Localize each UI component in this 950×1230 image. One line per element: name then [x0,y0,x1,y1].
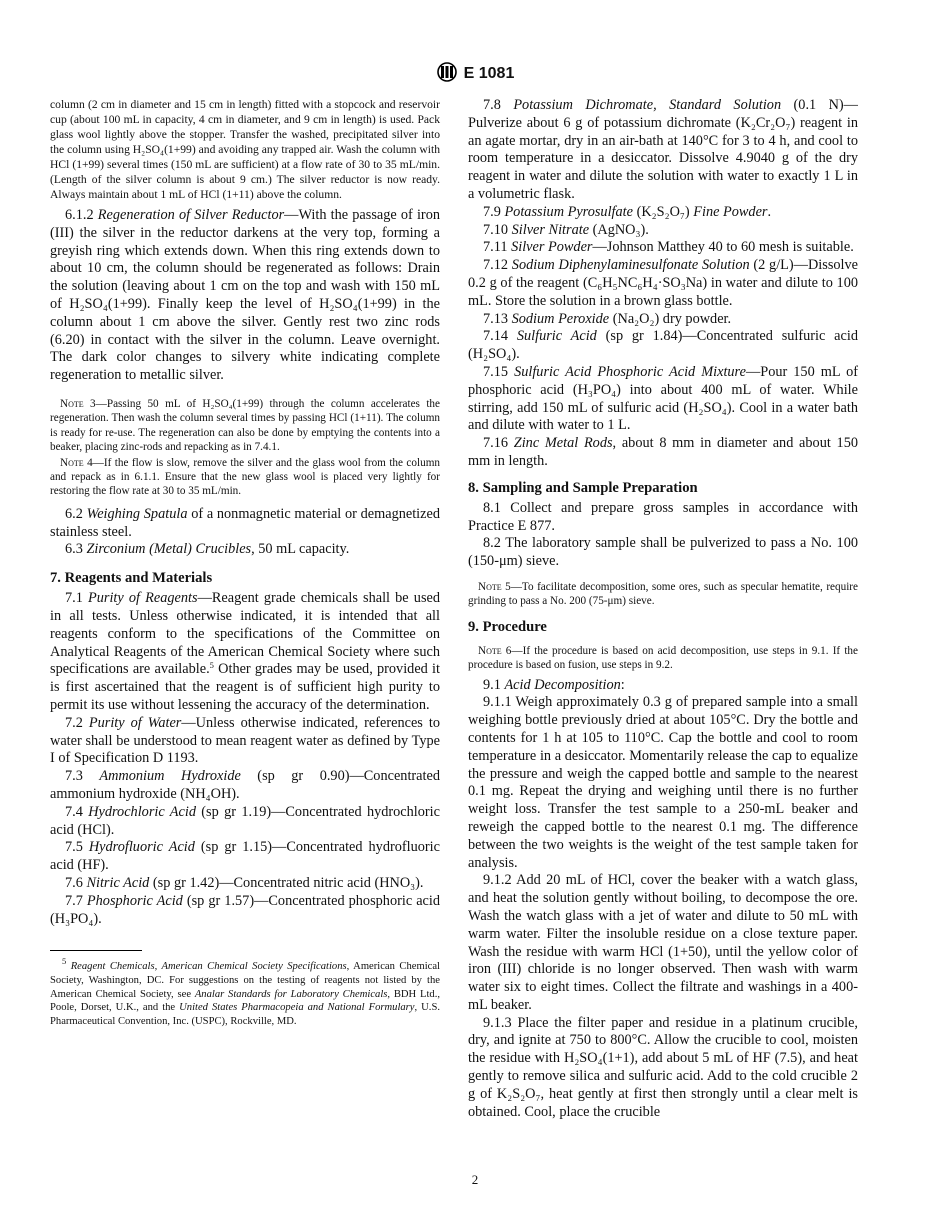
section-7-10: 7.10 Silver Nitrate (AgNO₃). [483,221,649,238]
section-9-1-1: 9.1.1 Weigh approximately 0.3 g of prepared sample into a small weighing bottle previously dried at about 105°C. Dry the bottle and contents for 1 h at 105 to 110°C. Cap the bottle and cool to room temperature in a desiccator. Momentarily release the cap to equalize the pressure and weigh the capped bottle and sample to the nearest 0.1 mg. Repeat the drying and weighing until there is no further weight loss. Transfer the test sample to a 250-mL beaker and reweigh the capped bottle to the nearest 0.1 mg. The difference between the two weights is the weight of the test sample taken for analysis. [468,694,858,871]
section-8-2: 8.2 The laboratory sample shall be pulverized to pass a No. 100 (150-μm) sieve. [468,535,858,570]
section-8-1: 8.1 Collect and prepare gross samples in accordance with Practice E 877. [468,499,858,534]
section-9-1-2: 9.1.2 Add 20 mL of HCl, cover the beaker with a watch glass, and heat the solution gently without boiling, to decompose the ore. Wash the watch glass with a jet of water and dilute to 50 mL with warm water. Filter the insoluble residue on a close texture paper. Wash the residue with warm HCl (1+50), until the yellow color of iron (III) chloride is no longer observed. Then wash with warm water six to eight times. Collect the filtrate and washings in a 400-mL beaker. [468,872,858,1013]
section-7-11: 7.11 Silver Powder—Johnson Matthey 40 to 60 mesh is suitable. [483,239,854,256]
section-7-6: 7.6 Nitric Acid (sp gr 1.42)—Concentrated nitric acid (HNO₃). [65,874,424,891]
paragraph-cont: column (2 cm in diameter and 15 cm in length) fitted with a stopcock and reservoir cup (about 100 mL in capacity, 4 cm in diameter, and 9 cm in length) is used. Pack glass wool lightly above the stopper. Transfer the washed, precipitated silver into the column using H₂SO₄(1+99) and avoiding any trapped air. Wash the column with HCl (1+99) several times (150 mL are sufficient) at a flow rate of 30 to 35 mL/min. (Length of the silver column is about 9 cm.) The silver reductor is now ready. Always maintain about 1 mL of HCl (1+11) above the column. [50,98,440,201]
section-7-2: 7.2 Purity of Water—Unless otherwise indicated, references to water shall be understood to mean reagent water as defined by Type I of Specification D 1193. [50,714,440,767]
section-7-3: 7.3 Ammonium Hydroxide (sp gr 0.90)—Concentrated ammonium hydroxide (NH₄OH). [50,768,440,802]
note-3: Note 3—Passing 50 mL of H₂SO₄(1+99) through the column accelerates the regeneration. Then wash the column several times by passing HCl (1+11). The column is ready for re-use. The regeneration can also be done by emptying the contents into a beaker, placing zinc-rods and repacking as in 7.4.1. [50,397,440,454]
heading-7: 7. Reagents and Materials [50,570,213,587]
astm-logo-icon [436,62,458,82]
section-7-16: 7.16 Zinc Metal Rods, about 8 mm in diameter and about 150 mm in length. [468,435,858,469]
note-4: Note 4—If the flow is slow, remove the silver and the glass wool from the column and repack as in 6.1.1. Ensure that the new glass wool is placed very lightly for restoring the flow rate at 30 to 35 mL/min. [50,456,440,498]
section-7-14: 7.14 Sulfuric Acid (sp gr 1.84)—Concentrated sulfuric acid (H₂SO₄). [468,328,858,363]
page-number: 2 [471,1172,479,1187]
note-6: Note 6—If the procedure is based on acid decomposition, use steps in 9.1. If the procedure is based on fusion, use steps in 9.2. [468,644,858,672]
designation: E 1081 [463,65,515,82]
section-7-1: 7.1 Purity of Reagents—Reagent grade chemicals shall be used in all tests. Unless otherwise indicated, it is intended that all reagents conform to the specifications of the Committee on Analytical Reagents of the American Chemical Society where such specifications are available.$^5$ Other grades may be used, provided it is first ascertained that the reagent is of sufficient high purity to permit its use without lessening the accuracy of the determination. [50,590,440,713]
section-7-13: 7.13 Sodium Peroxide (Na₂O₂) dry powder. [483,310,732,327]
section-7-4: 7.4 Hydrochloric Acid (sp gr 1.19)—Concentrated hydrochloric acid (HCl). [50,803,440,838]
section-9-1-3: 9.1.3 Place the filter paper and residue in a platinum crucible, dry, and ignite at 750 to 800°C. Allow the crucible to cool, moisten the residue with H₂SO₄(1+1), add about 5 mL of HF (7.5), and heat gently to remove silica and sulfuric acid. Add to the cold crucible 2 g of K₂S₂O₇, heat gently at first then strongly until a clear melt is obtained. Cool, place the crucible [468,1014,858,1120]
section-7-9: 7.9 Potassium Pyrosulfate (K₂S₂O₇) Fine Powder. [483,203,772,220]
footnote-rule [50,950,142,951]
section-6-3: 6.3 Zirconium (Metal) Crucibles, 50 mL capacity. [65,541,350,558]
section-7-15: 7.15 Sulfuric Acid Phosphoric Acid Mixture—Pour 150 mL of phosphoric acid (H₃PO₄) into about 400 mL of water. While stirring, add 150 mL of sulfuric acid (H₂SO₄). Cool in a water bath and dilute with water to 1 L. [468,363,858,434]
right-column [468,97,858,1121]
section-7-7: 7.7 Phosphoric Acid (sp gr 1.57)—Concentrated phosphoric acid (H₃PO₄). [50,892,441,927]
section-6-2: 6.2 Weighing Spatula of a nonmagnetic material or demagnetized stainless steel. [50,505,440,540]
note-5: Note 5—To facilitate decomposition, some ores, such as specular hematite, require grinding to pass a No. 200 (75-μm) sieve. [468,580,858,608]
section-9-1: 9.1 Acid Decomposition: [483,676,625,693]
heading-9: 9. Procedure [468,618,547,635]
page-header [0,62,950,83]
section-7-8: 7.8 Potassium Dichromate, Standard Solution (0.1 N)—Pulverize about 6 g of potassium dichromate (K₂Cr₂O₇) reagent in an agate mortar, dry in an air-bath at 140°C for 3 to 4 h, and cool to room temperature in a desiccator. Dissolve 4.9040 g of the dry reagent in water and dilute the solution with water to exactly 1 L in a volumetric flask. [468,97,858,202]
section-7-12: 7.12 Sodium Diphenylaminesulfonate Solution (2 g/L)—Dissolve 0.2 g of the reagent (C₆H₅NC₆H₄·SO₃Na) in water and dilute to 100 mL. Store the solution in a brown glass bottle. [468,257,858,309]
heading-8: 8. Sampling and Sample Preparation [468,479,698,496]
section-6-1-2: 6.1.2 Regeneration of Silver Reductor—With the passage of iron (III) the silver in the reductor darkens at the very top, forming a greyish ring which extends down. When this ring extends down to about 10 cm, the column should be regenerated as follows: Drain the solution (leaving about 1 cm on the top and wash with 150 mL of H₂SO₄(1+99). Finally keep the level of H₂SO₄(1+99) in the column about 1 cm above the silver. Gently rest two zinc rods (6.20) in contact with the silver in the column. Leave overnight. The dark color changes to silvery white indicating complete regeneration to metallic silver. [50,207,440,384]
section-7-5: 7.5 Hydrofluoric Acid (sp gr 1.15)—Concentrated hydrofluoric acid (HF). [50,839,440,874]
left-column [50,97,440,1028]
footnote-5: $^5$ Reagent Chemicals, American Chemical Society Specifications, American Chemical Society, Washington, DC. For suggestions on the testing of reagents not listed by the American Chemical Society, see Analar Standards for Laboratory Chemicals, BDH Ltd., Poole, Dorset, U.K., and the United States Pharmacopeia and National Formulary, U.S. Pharmaceutical Convention, Inc. (USPC), Rockville, MD. [50,956,441,1027]
